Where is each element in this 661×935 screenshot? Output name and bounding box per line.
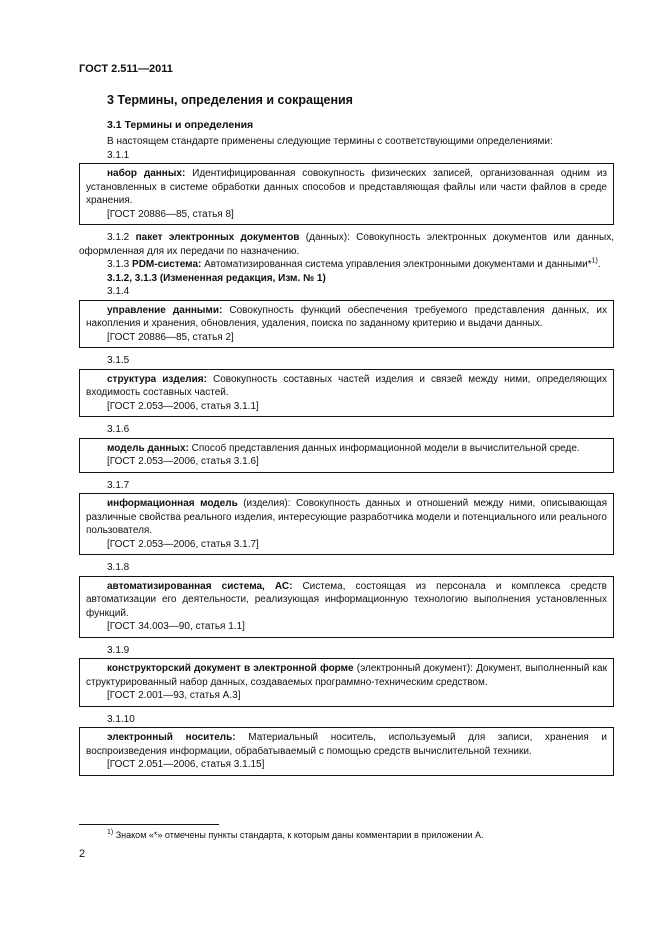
term-number-3-1-4: 3.1.4 [107,286,130,297]
term-box-3-1-8 [79,576,614,638]
term-name: набор данных: [107,168,186,179]
term-box-3-1-7 [79,493,614,555]
term-box-3-1-10 [79,727,614,776]
term-reference: [ГОСТ 2.053—2006, статья 3.1.1] [107,400,259,412]
term-number-3-1-6: 3.1.6 [107,424,130,435]
term-definition: (изделия): Совокупность данных и отношений между ними, описывающая различные свойства реального изделия, интересующие разработчика модели и потенциального или реального пользователя. [86,498,607,536]
footnote-separator [79,824,219,825]
section-title: 3 Термины, определения и сокращения [107,93,353,107]
term-box-3-1-5 [79,369,614,418]
term-name: информационная модель [107,498,238,509]
term-number-3-1-8: 3.1.8 [107,562,130,573]
footnote-ref: 1) [591,257,598,265]
term-name: структура изделия: [107,373,207,385]
term-name: модель данных: [107,442,189,454]
term-reference: [ГОСТ 2.053—2006, статья 3.1.7] [107,538,259,550]
term-definition: Материальный носитель, используемый для записи, хранения и воспроизведения информации, обрабатываемый с помощью средств вычислительной техники. [86,732,607,757]
term-reference: [ГОСТ 20886—85, статья 8] [107,208,234,220]
term-3-1-2: 3.1.2 пакет электронных документов (данных): Совокупность электронных документов или данных, оформленная для их передачи по назначению. [79,232,615,257]
document-body [79,92,614,776]
term-definition: Совокупность составных частей изделия и связей между ними, определяющих входимость составных частей. [86,373,607,398]
term-definition: Система, состоящая из персонала и комплекса средств автоматизации его деятельности, реализующая информационную технологию выполнения установленных функций. [86,580,607,619]
term-number-3-1-9: 3.1.9 [107,644,130,656]
term-definition: Идентифицированная совокупность физических записей, организованная одним из установленных в системе обработки данных способов и представляющая файлы или части файлов в среде хранения. [86,168,607,206]
term-3-1-3: 3.1.3 PDM-система: Автоматизированная система управления электронными документами и данными*$^{1)}$. [107,257,601,270]
term-number-3-1-10: 3.1.10 [107,713,135,725]
term-name: автоматизированная система, АС: [107,580,293,592]
term-reference: [ГОСТ 34.003—90, статья 1.1] [107,621,245,632]
change-note: 3.1.2, 3.1.3 (Измененная редакция, Изм. № 1) [107,272,326,284]
term-reference: [ГОСТ 2.053—2006, статья 3.1.6] [107,456,259,467]
term-reference: [ГОСТ 20886—85, статья 2] [107,331,234,343]
subsection-title: 3.1 Термины и определения [107,119,254,131]
term-definition: Совокупность функций обеспечения требуемого представления данных, их накопления и хранения, обновления, удаления, поиска по заданному критерию и выдачи данных. [86,304,607,329]
intro-paragraph: В настоящем стандарте применены следующие термины с соответствующими определениями: [107,136,553,147]
footnote: $^{1)}$ Знаком «*» отмечены пункты стандарта, к которым даны комментарии в приложении А. [107,829,484,840]
term-definition: (электронный документ): Документ, выполненный как структурированный набор данных, создаваемых программно-техническим средством. [86,663,607,688]
term-box-3-1-1 [79,163,614,225]
term-name: электронный носитель: [107,732,236,743]
term-box-3-1-9 [79,658,614,707]
term-number-3-1-1: 3.1.1 [107,149,130,161]
term-name: управление данными: [107,304,223,316]
term-number-3-1-5: 3.1.5 [107,355,130,366]
term-box-3-1-4 [79,300,614,349]
term-reference: [ГОСТ 2.051—2006, статья 3.1.15] [107,759,265,770]
page-number: 2 [79,848,86,860]
term-box-3-1-6 [79,438,614,473]
term-name: конструкторский документ в электронной форме [107,663,354,674]
term-reference: [ГОСТ 2.001—93, статья А.3] [107,690,241,701]
document-code: ГОСТ 2.511—2011 [79,63,173,75]
term-number-3-1-7: 3.1.7 [107,479,130,491]
term-definition: Способ представления данных информационной модели в вычислительной среде. [188,442,580,454]
